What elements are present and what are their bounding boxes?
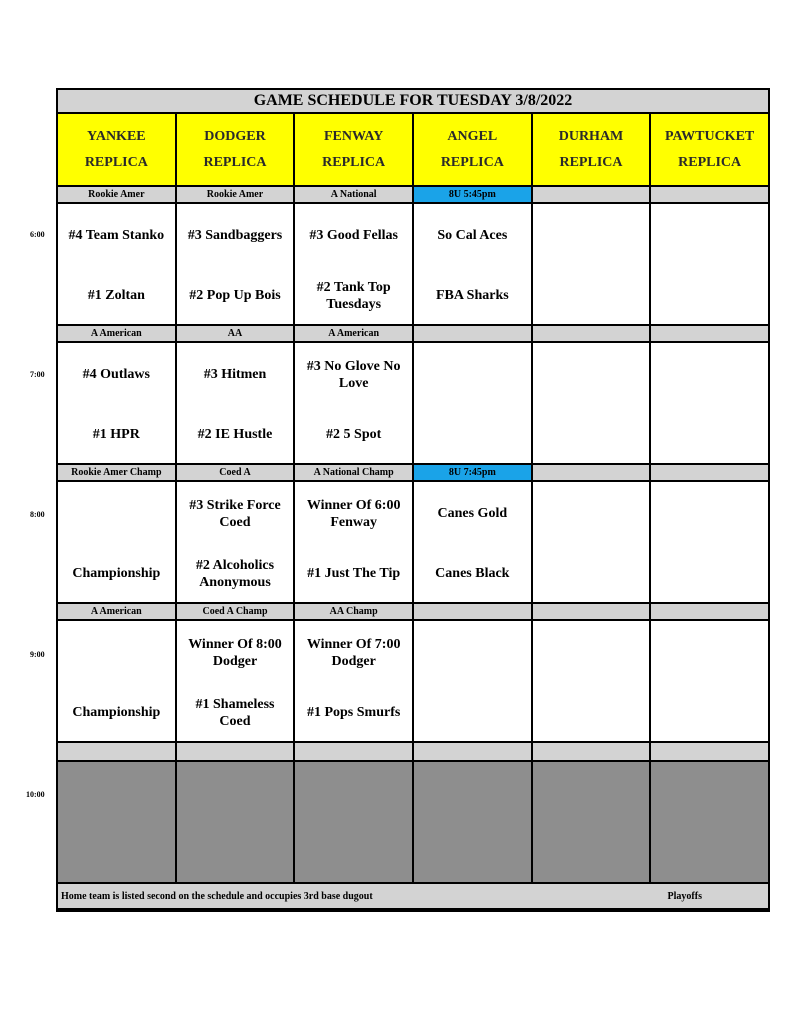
home-team — [417, 409, 528, 461]
unavailable-cell — [177, 762, 294, 882]
division-label: AA Champ — [295, 604, 412, 619]
game-cell — [177, 343, 294, 463]
field-sub: REPLICA — [559, 154, 623, 170]
unavailable-cell — [295, 762, 412, 882]
field-sub: REPLICA — [322, 154, 386, 170]
time-label-7: 7:00 — [30, 370, 45, 379]
time-label-6: 6:00 — [30, 230, 45, 239]
away-team: #3 Good Fellas — [309, 228, 398, 244]
game-cell — [651, 621, 768, 741]
away-team — [654, 349, 765, 401]
division-label: A National Champ — [295, 465, 412, 480]
away-team — [417, 627, 528, 679]
away-team: #3 No Glove No Love — [306, 358, 401, 391]
home-team — [536, 270, 647, 322]
game-cell — [533, 482, 650, 602]
home-team — [417, 687, 528, 739]
division-label — [651, 465, 768, 480]
away-team — [61, 488, 172, 540]
field-name: PAWTUCKET — [665, 128, 755, 144]
game-cell — [533, 621, 650, 741]
game-cell — [58, 482, 175, 602]
away-team — [536, 627, 647, 679]
home-team — [654, 409, 765, 461]
away-team — [536, 210, 647, 262]
game-cell — [177, 621, 294, 741]
game-cell — [295, 204, 412, 324]
away-team: Winner Of 8:00 Dodger — [188, 636, 282, 669]
away-team — [654, 210, 765, 262]
game-cell — [651, 204, 768, 324]
away-team: Canes Gold — [437, 506, 508, 522]
schedule-grid — [58, 90, 768, 910]
home-team: #1 Zoltan — [87, 288, 145, 304]
away-team — [654, 627, 765, 679]
division-label: A National — [295, 187, 412, 202]
division-label — [533, 187, 650, 202]
field-name: YANKEE — [87, 128, 146, 144]
empty-label-strip — [414, 743, 531, 760]
away-team — [536, 349, 647, 401]
time-label-9: 9:00 — [30, 650, 45, 659]
home-team — [654, 687, 765, 739]
empty-label-strip — [58, 743, 175, 760]
schedule-footer — [58, 884, 768, 908]
game-cell — [177, 204, 294, 324]
game-cell — [414, 343, 531, 463]
unavailable-cell — [533, 762, 650, 882]
game-cell — [58, 343, 175, 463]
field-name: FENWAY — [323, 128, 384, 144]
division-label — [651, 326, 768, 341]
division-label: Coed A — [177, 465, 294, 480]
home-team: #2 Alcoholics Anonymous — [195, 557, 275, 590]
home-team: FBA Sharks — [435, 288, 509, 304]
division-label: AA — [177, 326, 294, 341]
away-team — [654, 488, 765, 540]
game-cell — [58, 204, 175, 324]
division-label: Coed A Champ — [177, 604, 294, 619]
home-team — [536, 548, 647, 600]
empty-label-strip — [651, 743, 768, 760]
game-cell — [295, 482, 412, 602]
field-name: ANGEL — [447, 128, 498, 144]
division-label: A American — [58, 326, 175, 341]
unavailable-cell — [58, 762, 175, 882]
division-label — [651, 187, 768, 202]
home-team: Championship — [72, 566, 161, 582]
division-label: Rookie Amer — [177, 187, 294, 202]
division-label-highlight: 8U 5:45pm — [414, 187, 531, 202]
division-label — [533, 326, 650, 341]
away-team: #4 Outlaws — [82, 367, 150, 383]
game-cell — [414, 621, 531, 741]
unavailable-cell — [414, 762, 531, 882]
field-header-pawtucket — [651, 114, 768, 185]
away-team: #4 Team Stanko — [68, 228, 165, 244]
game-cell — [533, 343, 650, 463]
game-cell — [533, 204, 650, 324]
schedule-title: GAME SCHEDULE FOR TUESDAY 3/8/2022 — [58, 90, 768, 112]
schedule-sheet — [56, 88, 770, 912]
away-team: #3 Hitmen — [203, 367, 267, 383]
playoffs-label: Playoffs — [667, 890, 702, 902]
home-team: #2 5 Spot — [326, 427, 382, 443]
home-team-note: Home team is listed second on the schedule and occupies 3rd base dugout — [61, 890, 373, 902]
away-team — [536, 488, 647, 540]
division-label — [414, 326, 531, 341]
division-label — [533, 465, 650, 480]
away-team: #3 Sandbaggers — [187, 228, 283, 244]
field-sub: REPLICA — [678, 154, 742, 170]
field-header-durham — [533, 114, 650, 185]
game-cell — [58, 621, 175, 741]
field-name: DURHAM — [558, 128, 624, 144]
home-team: #1 Shameless Coed — [195, 696, 275, 729]
division-label-highlight: 8U 7:45pm — [414, 465, 531, 480]
division-label: Rookie Amer Champ — [58, 465, 175, 480]
home-team: #1 HPR — [92, 427, 140, 443]
field-sub: REPLICA — [440, 154, 504, 170]
field-header-angel — [414, 114, 531, 185]
home-team: #2 Tank Top Tuesdays — [316, 279, 391, 312]
game-cell — [414, 482, 531, 602]
division-label: A American — [58, 604, 175, 619]
division-label — [533, 604, 650, 619]
home-team: #2 Pop Up Bois — [189, 288, 281, 304]
home-team — [654, 548, 765, 600]
unavailable-cell — [651, 762, 768, 882]
home-team: Championship — [72, 705, 161, 721]
home-team: #1 Just The Tip — [307, 566, 401, 582]
away-team: Winner Of 7:00 Dodger — [306, 636, 401, 669]
home-team — [654, 270, 765, 322]
home-team: #2 IE Hustle — [197, 427, 273, 443]
game-cell — [295, 621, 412, 741]
away-team: #3 Strike Force Coed — [189, 497, 281, 530]
away-team: So Cal Aces — [437, 228, 508, 244]
game-cell — [295, 343, 412, 463]
time-label-10: 10:00 — [26, 790, 45, 799]
game-cell — [651, 482, 768, 602]
field-header-yankee — [58, 114, 175, 185]
home-team: #1 Pops Smurfs — [306, 705, 401, 721]
field-sub: REPLICA — [203, 154, 267, 170]
game-cell — [651, 343, 768, 463]
division-label: Rookie Amer — [58, 187, 175, 202]
empty-label-strip — [177, 743, 294, 760]
time-label-8: 8:00 — [30, 510, 45, 519]
field-header-dodger — [177, 114, 294, 185]
field-sub: REPLICA — [84, 154, 148, 170]
division-label — [414, 604, 531, 619]
empty-label-strip — [533, 743, 650, 760]
home-team: Canes Black — [435, 566, 510, 582]
field-name: DODGER — [204, 128, 266, 144]
field-header-fenway — [295, 114, 412, 185]
empty-label-strip — [295, 743, 412, 760]
division-label — [651, 604, 768, 619]
game-cell — [414, 204, 531, 324]
away-team — [61, 627, 172, 679]
home-team — [536, 687, 647, 739]
away-team: Winner Of 6:00 Fenway — [306, 497, 401, 530]
game-cell — [177, 482, 294, 602]
home-team — [536, 409, 647, 461]
away-team — [417, 349, 528, 401]
division-label: A American — [295, 326, 412, 341]
